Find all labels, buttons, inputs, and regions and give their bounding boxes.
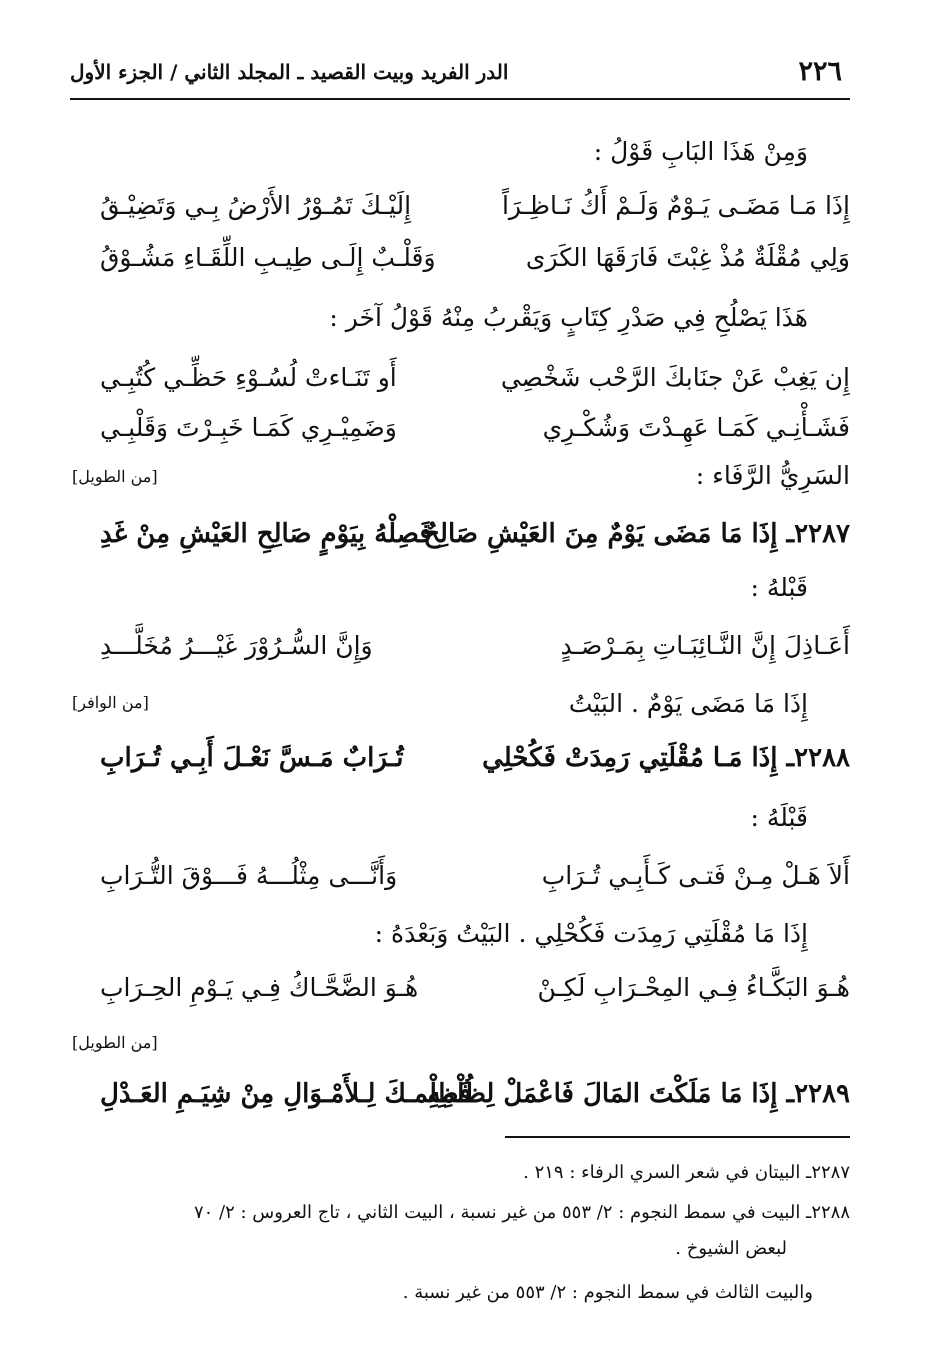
verse-second-hemistich: وَإِنَّ السُّـرُوْرَ غَيْـــرُ مُخَلَّـــدِ (100, 631, 373, 660)
verse-line (100, 968, 850, 1008)
verse-first-hemistich: فَشَـأْنِـي كَمَـا عَهِـدْتَ وَشُكْـرِي (542, 413, 850, 442)
reference-line: إِذَا مَا مُقْلَتِي رَمِدَت فَكُحْلِي . البَيْتُ وَبَعْدَهُ : (374, 919, 808, 948)
numbered-verse-2289 (100, 1074, 850, 1114)
header-rule (70, 98, 850, 100)
verse-line (100, 626, 850, 666)
poet-attribution: السَرِيُّ الرَّفَاء : (695, 461, 850, 490)
verse-first-hemistich: إِذَا مَـا مَضَـى يَـوْمٌ وَلَـمْ أَكُ نَـاظِـرَاً (501, 191, 850, 220)
verse-second-hemistich: أَو تَنَـاءتْ لُسُـوْءِ حَظِّـي كُتُبِـي (100, 363, 397, 392)
footnote-2287: ٢٢٨٧ـ البيتان في شعر السري الرفاء : ٢١٩ . (523, 1162, 850, 1183)
qablahu-label: قَبْلَهُ : (750, 803, 808, 832)
running-title: الدر الفريد وبيت القصيد ـ المجلد الثاني / الجزء الأول (70, 60, 509, 84)
page-number: ٢٢٦ (798, 56, 842, 87)
footnote-2288-third-verse: والبيت الثالث في سمط النجوم : ٢/ ٥٥٣ من غير نسبة . (402, 1282, 813, 1303)
footnote-2288: ٢٢٨٨ـ البيت في سمط النجوم : ٢/ ٥٥٣ من غير نسبة ، البيت الثاني ، تاج العروس : ٢/ ٧٠ (193, 1202, 850, 1223)
verse-first-hemistich: ٢٢٨٧ـ إِذَا مَا مَضَى يَوْمٌ مِنَ العَيْشِ صَالِحٌ (423, 519, 850, 549)
qablahu-label: قَبْلهُ : (750, 573, 808, 602)
verse-second-hemistich: وَضَمِيْـرِي كَمَـا خَبِـرْتَ وَقَلْبِـي (100, 413, 397, 442)
verse-second-hemistich: تُـرَابٌ مَـسَّ نَعْـلَ أَبِـي تُـرَابِ (100, 743, 404, 773)
verse-line (100, 186, 850, 226)
verse-second-hemistich: وَأَنَّـــى مِثْلُـــهُ فَـــوْقَ التُّـرَابِ (100, 861, 398, 890)
verse-line (100, 408, 850, 448)
verse-first-hemistich: أَلاَ هَـلْ مِـنْ فَتـى كَـأَبِـي تُـرَابِ (541, 861, 850, 890)
intro-line-1: وَمِنْ هَذَا البَابِ قَوْلُ : (593, 137, 808, 166)
meter-label: [من الطويل] (72, 467, 158, 486)
verse-first-hemistich: هُـوَ البَكَّـاءُ فِـي المِحْـرَابِ لَكِـنْ (537, 973, 850, 1002)
verse-line (100, 358, 850, 398)
intro-line-2: هَذَا يَصْلُحِ فِي صَدْرِ كِتَابٍ وَيَقْربُ مِنْهُ قَوْلُ آخَر : (329, 303, 808, 332)
verse-first-hemistich: ٢٢٨٩ـ إِذَا مَا مَلَكْتَ المَالَ فَاعْمَلْ لِظُلْمِهِ (427, 1079, 850, 1109)
verse-line (100, 238, 850, 278)
reference-line: إِذَا مَا مَضَى يَوْمٌ . البَيْتُ (568, 689, 808, 718)
footnote-2288-continued: لبعض الشيوخ . (675, 1238, 787, 1259)
running-header (70, 52, 850, 92)
verse-first-hemistich: ٢٢٨٨ـ إِذَا مَـا مُقْلَتِي رَمِدَتْ فَكُحْلِي (482, 743, 850, 773)
verse-first-hemistich: إِن يَغِبْ عَنْ جنَابكَ الرَّحْب شَخْصِي (500, 363, 850, 392)
meter-label: [من الوافر] (72, 693, 149, 712)
numbered-verse-2288 (100, 738, 850, 778)
verse-second-hemistich: فَظِلْمـكَ لِـلأَمْـوَالِ مِنْ شِيَـمِ العَـدْلِ (100, 1079, 472, 1109)
verse-first-hemistich: أَعَـاذِلَ إِنَّ النَّـائِبَـاتِ بِمَـرْصَـدٍ (560, 631, 850, 660)
verse-second-hemistich: إِلَيْـكَ تَمُـوْرُ الأَرْضُ بِـي وَتَضِيْـقُ (100, 191, 412, 220)
verse-second-hemistich: وَقَلْـبٌ إِلَـى طِيـبِ اللِّقَـاءِ مَشُـوْقُ (100, 243, 436, 272)
verse-first-hemistich: وَلِي مُقْلَةٌ مُذْ غِبْتَ فَارَقَهَا الكَرَى (525, 243, 850, 272)
verse-line (100, 856, 850, 896)
verse-second-hemistich: هُـوَ الضَّحَّـاكُ فِـي يَـوْمِ الحِـرَابِ (100, 973, 419, 1002)
verse-second-hemistich: فَصِلْهُ بِيَوْمٍ صَالِحِ العَيْشِ مِنْ غَدِ (100, 519, 432, 549)
footnote-separator (505, 1136, 850, 1138)
meter-label: [من الطويل] (72, 1033, 158, 1052)
numbered-verse-2287 (100, 514, 850, 554)
